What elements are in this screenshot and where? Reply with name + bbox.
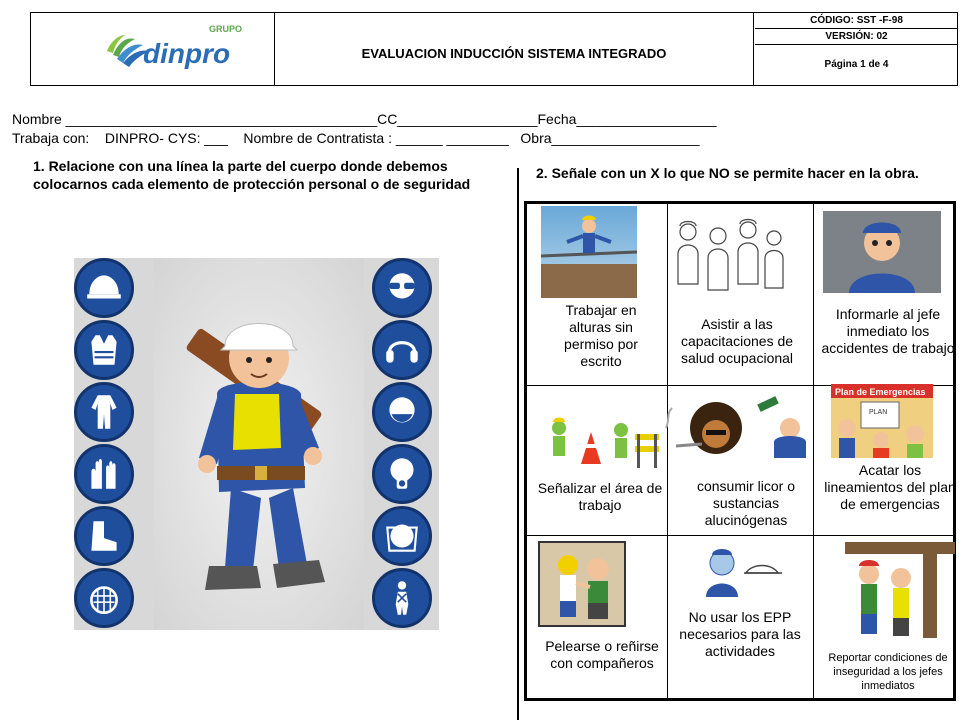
question-1: 1. Relacione con una línea la parte del cuerpo donde debemos colocarnos cada elemento de protección personal o de seguridad <box>33 158 471 192</box>
document-meta <box>755 13 958 85</box>
option-label-8[interactable]: No usar los EPP necesarios para las actividades <box>679 609 801 659</box>
report-accident-image[interactable] <box>823 211 941 293</box>
no-ppe-image[interactable] <box>700 545 786 597</box>
option-label-9[interactable]: Reportar condiciones de inseguridad a los jefes inmediatos <box>828 652 948 692</box>
heights-work-image[interactable] <box>541 206 637 298</box>
document-title: EVALUACION INDUCCIÓN SISTEMA INTEGRADO <box>275 13 754 85</box>
document-page: Página 1 de 4 <box>824 59 889 70</box>
option-label-2[interactable]: Asistir a las capacitaciones de salud ocupacional <box>680 316 794 366</box>
option-label-6[interactable]: Acatar los lineamientos del plan de emergencias <box>824 462 956 512</box>
safety-vest-icon[interactable] <box>74 320 134 380</box>
svg-text:Plan de Emergencias: Plan de Emergencias <box>835 387 926 397</box>
logo-name-text: dinpro <box>143 38 231 69</box>
form-line-work[interactable]: Trabaja con: DINPRO- CYS: ___ Nombre de Contratista : ______ ________ Obra___________________ <box>12 130 700 146</box>
option-label-5[interactable]: consumir licor o sustancias alucinógenas <box>696 478 796 528</box>
liquor-substances-image[interactable] <box>662 388 822 472</box>
hard-hat-icon[interactable] <box>74 258 134 318</box>
option-label-1[interactable]: Trabajar en alturas sin permiso por escrito <box>564 302 638 369</box>
option-label-3[interactable]: Informarle al jefe inmediato los accidentes de trabajo <box>821 306 955 356</box>
logo-group-text: GRUPO <box>209 24 243 34</box>
svg-text:PLAN: PLAN <box>869 409 888 416</box>
report-unsafe-image[interactable] <box>845 538 955 638</box>
dinpro-logo <box>31 13 274 85</box>
dust-mask-icon[interactable] <box>372 382 432 442</box>
respirator-icon[interactable] <box>372 444 432 504</box>
coverall-icon[interactable] <box>74 382 134 442</box>
hair-net-icon[interactable] <box>74 568 134 628</box>
form-line-name[interactable]: Nombre ________________________________________CC__________________Fecha__________________ <box>12 111 717 127</box>
document-header <box>30 12 958 86</box>
construction-worker-figure <box>169 298 349 618</box>
worker-ppe-panel <box>74 258 439 630</box>
column-divider <box>517 168 519 720</box>
safety-boots-icon[interactable] <box>74 506 134 566</box>
face-shield-icon[interactable] <box>372 506 432 566</box>
logo-cell <box>31 13 275 85</box>
gloves-icon[interactable] <box>74 444 134 504</box>
harness-icon[interactable] <box>372 568 432 628</box>
document-code: CÓDIGO: SST -F-98 <box>755 13 958 29</box>
fighting-image[interactable] <box>538 541 626 627</box>
option-label-4[interactable]: Señalizar el área de trabajo <box>537 480 663 513</box>
signaling-area-image[interactable] <box>541 414 661 472</box>
question-2: 2. Señale con un X lo que NO se permite hacer en la obra. <box>536 165 919 181</box>
ear-muffs-icon[interactable] <box>372 320 432 380</box>
training-sketch-image[interactable] <box>670 214 788 300</box>
option-label-7[interactable]: Pelearse o reñirse con compañeros <box>545 638 659 671</box>
document-version: VERSIÓN: 02 <box>755 29 958 45</box>
emergency-plan-image[interactable] <box>831 384 933 458</box>
safety-glasses-icon[interactable] <box>372 258 432 318</box>
